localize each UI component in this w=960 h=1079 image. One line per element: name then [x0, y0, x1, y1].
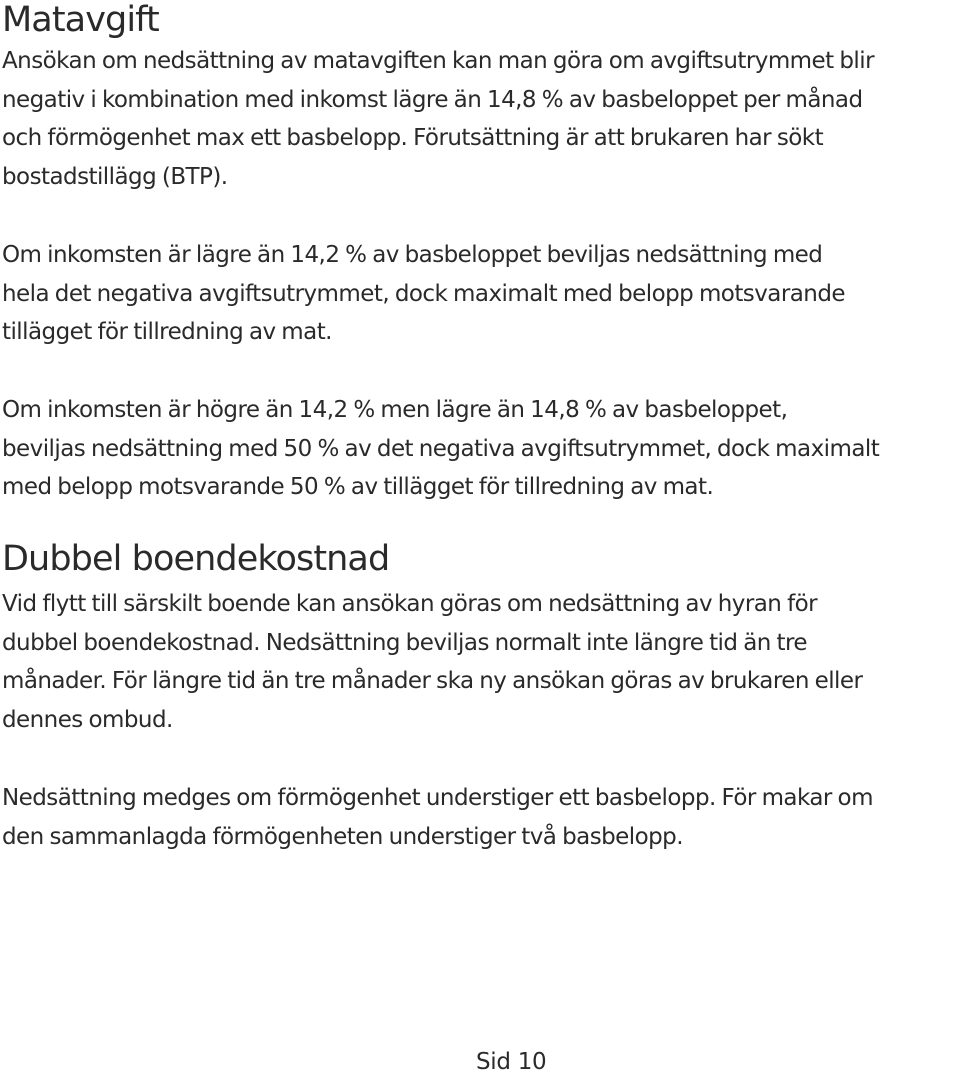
text-line: negativ i kombination med inkomst lägre än 14,8 % av basbeloppet per månad [2, 86, 863, 113]
page-number: Sid 10 [476, 1049, 547, 1075]
text-line: Om inkomsten är högre än 14,2 % men lägre än 14,8 % av basbeloppet, [2, 397, 788, 423]
paragraph-income-between [2, 391, 960, 507]
text-line: dennes ombud. [2, 706, 173, 733]
text-line: Vid flytt till särskilt boende kan ansökan göras om nedsättning av hyran för [2, 591, 818, 617]
text-line: den sammanlagda förmögenheten understiger två basbelopp. [2, 823, 683, 850]
heading-matavgift: Matavgift [2, 0, 159, 40]
paragraph-matavgift-intro [2, 42, 960, 196]
text-line: Om inkomsten är lägre än 14,2 % av basbeloppet beviljas nedsättning med [2, 242, 823, 268]
text-line: med belopp motsvarande 50 % av tillägget för tillredning av mat. [2, 474, 714, 500]
paragraph-income-below [2, 236, 960, 352]
heading-dubbel-boendekostnad: Dubbel boendekostnad [2, 539, 390, 579]
text-line: bostadstillägg (BTP). [2, 163, 228, 190]
paragraph-dubbel-boendekostnad [2, 585, 960, 739]
text-line: och förmögenhet max ett basbelopp. Förutsättning är att brukaren har sökt [2, 125, 824, 151]
paragraph-formogenhet [2, 779, 960, 856]
text-line: Ansökan om nedsättning av matavgiften kan man göra om avgiftsutrymmet blir [2, 48, 875, 74]
text-line: beviljas nedsättning med 50 % av det negativa avgiftsutrymmet, dock maximalt [2, 435, 880, 462]
text-line: månader. För längre tid än tre månader ska ny ansökan göras av brukaren eller [2, 668, 863, 694]
text-line: tillägget för tillredning av mat. [2, 319, 332, 345]
text-line: Nedsättning medges om förmögenhet understiger ett basbelopp. För makar om [2, 785, 873, 811]
text-line: dubbel boendekostnad. Nedsättning beviljas normalt inte längre tid än tre [2, 629, 807, 656]
text-line: hela det negativa avgiftsutrymmet, dock maximalt med belopp motsvarande [2, 280, 845, 307]
